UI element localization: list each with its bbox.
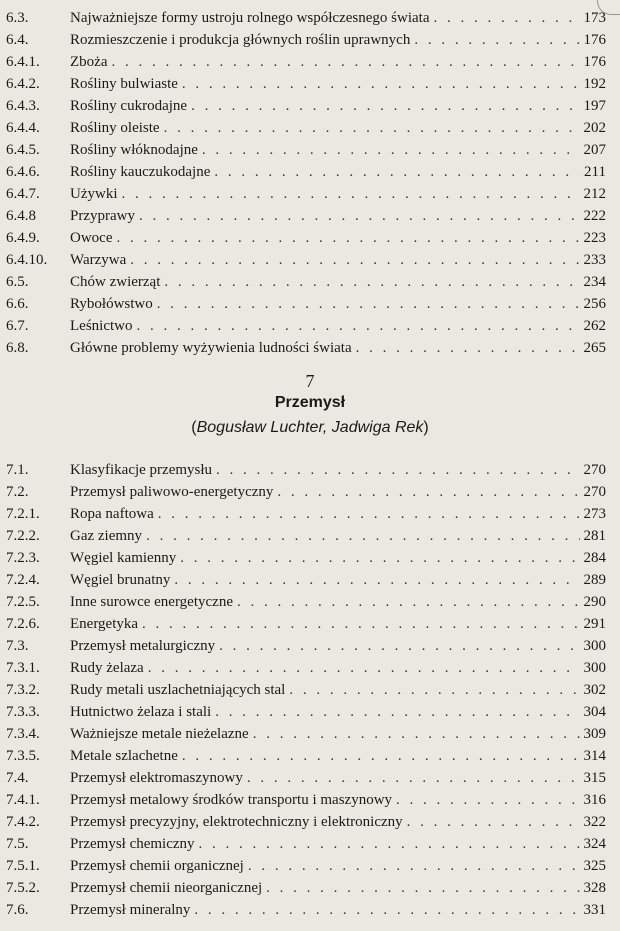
toc-entry-number: 7.2.1. xyxy=(6,506,40,522)
toc-entry xyxy=(6,634,606,658)
toc-entry-number: 6.4.10. xyxy=(6,252,48,268)
toc-entry-page: 192 xyxy=(583,76,606,92)
toc-entry-number: 7.3.5. xyxy=(6,748,40,764)
toc-entry-page: 331 xyxy=(583,902,606,918)
toc-entry-page: 300 xyxy=(583,660,606,676)
toc-entry-title: Rudy metali uszlachetniających stal xyxy=(70,682,286,698)
toc-entry-page: 270 xyxy=(583,484,606,500)
toc-entry-page: 212 xyxy=(583,186,606,202)
toc-entry-page: 300 xyxy=(583,638,606,654)
dot-leader xyxy=(164,270,579,294)
toc-entry-title: Węgiel brunatny xyxy=(70,572,171,588)
toc-entry-number: 6.7. xyxy=(6,318,29,334)
toc-entry-title: Rośliny kauczukodajne xyxy=(70,164,211,180)
toc-entry-page: 223 xyxy=(583,230,606,246)
toc-entry-number: 7.3.3. xyxy=(6,704,40,720)
toc-entry-number: 6.8. xyxy=(6,340,29,356)
dot-leader xyxy=(164,116,580,140)
toc-entry-title: Rośliny oleiste xyxy=(70,120,160,136)
toc-entry-title: Główne problemy wyżywienia ludności świata xyxy=(70,340,352,356)
toc-entry xyxy=(6,292,606,316)
toc-entry xyxy=(6,182,606,206)
dot-leader xyxy=(216,458,579,482)
dot-leader xyxy=(174,568,579,592)
dot-leader xyxy=(111,50,579,74)
toc-entry-page: 328 xyxy=(583,880,606,896)
toc-entry-number: 6.4. xyxy=(6,32,29,48)
toc-entry-number: 7.2.4. xyxy=(6,572,40,588)
dot-leader xyxy=(247,766,580,790)
toc-entry xyxy=(6,336,606,360)
toc-entry-page: 315 xyxy=(583,770,606,786)
toc-entry xyxy=(6,204,606,228)
toc-entry-page: 304 xyxy=(583,704,606,720)
dot-leader xyxy=(180,546,579,570)
dot-leader xyxy=(266,876,579,900)
toc-entry-number: 6.4.6. xyxy=(6,164,40,180)
toc-entry-number: 7.2.6. xyxy=(6,616,40,632)
toc-entry-title: Ropa naftowa xyxy=(70,506,154,522)
toc-entry-page: 291 xyxy=(583,616,606,632)
toc-entry-number: 6.6. xyxy=(6,296,29,312)
toc-entry-page: 316 xyxy=(583,792,606,808)
dot-leader xyxy=(136,314,579,338)
toc-entry xyxy=(6,546,606,570)
toc-entry-number: 6.4.3. xyxy=(6,98,40,114)
dot-leader xyxy=(414,28,579,52)
toc-entry xyxy=(6,226,606,250)
toc-entry-page: 314 xyxy=(583,748,606,764)
toc-entry-page: 176 xyxy=(583,54,606,70)
toc-entry-page: 207 xyxy=(583,142,606,158)
dot-leader xyxy=(142,612,579,636)
toc-entry xyxy=(6,876,606,900)
toc-entry-number: 6.4.5. xyxy=(6,142,40,158)
toc-entry-page: 324 xyxy=(583,836,606,852)
toc-entry xyxy=(6,28,606,52)
toc-entry xyxy=(6,744,606,768)
dot-leader xyxy=(202,138,580,162)
toc-entry-title: Energetyka xyxy=(70,616,139,632)
toc-entry-page: 322 xyxy=(583,814,606,830)
toc-entry xyxy=(6,116,606,140)
toc-entry-title: Przemysł metalurgiczny xyxy=(70,638,216,654)
toc-entry-number: 7.3.4. xyxy=(6,726,40,742)
chapter-title: Przemysł xyxy=(274,394,346,411)
authors-names: Bogusław Luchter, Jadwiga Rek xyxy=(196,419,424,436)
dot-leader xyxy=(116,226,579,250)
toc-entry-title: Przemysł paliwowo-energetyczny xyxy=(70,484,274,500)
toc-entry-page: 256 xyxy=(583,296,606,312)
toc-entry-number: 6.3. xyxy=(6,10,29,26)
toc-entry-title: Rośliny włóknodajne xyxy=(70,142,198,158)
toc-entry-number: 7.4.1. xyxy=(6,792,40,808)
authors-paren-open: ( xyxy=(191,419,197,436)
dot-leader xyxy=(215,700,579,724)
toc-entry-title: Przemysł mineralny xyxy=(70,902,191,918)
toc-entry-title: Rudy żelaza xyxy=(70,660,144,676)
toc-entry-title: Węgiel kamienny xyxy=(70,550,177,566)
dot-leader xyxy=(139,204,580,228)
toc-entry xyxy=(6,50,606,74)
toc-entry-number: 7.5.1. xyxy=(6,858,40,874)
toc-entry-page: 176 xyxy=(583,32,606,48)
dot-leader xyxy=(289,678,579,702)
toc-entry-number: 6.4.1. xyxy=(6,54,40,70)
toc-entry-title: Chów zwierząt xyxy=(70,274,161,290)
toc-entry xyxy=(6,700,606,724)
dot-leader xyxy=(157,292,580,316)
dot-leader xyxy=(130,248,579,272)
toc-entry xyxy=(6,766,606,790)
dot-leader xyxy=(407,810,580,834)
toc-entry-page: 309 xyxy=(583,726,606,742)
dot-leader xyxy=(158,502,580,526)
dot-leader xyxy=(277,480,579,504)
toc-entry-number: 6.4.8 xyxy=(6,208,36,224)
dot-leader xyxy=(191,94,579,118)
toc-entry-title: Rozmieszczenie i produkcja głównych roślin uprawnych xyxy=(70,32,411,48)
dot-leader xyxy=(148,656,580,680)
toc-entry-title: Rośliny bulwiaste xyxy=(70,76,178,92)
toc-entry-title: Przemysł elektromaszynowy xyxy=(70,770,243,786)
toc-entry-title: Przemysł chemii nieorganicznej xyxy=(70,880,263,896)
toc-entry-title: Klasyfikacje przemysłu xyxy=(70,462,213,478)
toc-entry-title: Przemysł precyzyjny, elektrotechniczny i elektroniczny xyxy=(70,814,403,830)
toc-entry xyxy=(6,678,606,702)
toc-entry-number: 7.2.2. xyxy=(6,528,40,544)
toc-entry-page: 211 xyxy=(584,164,606,180)
toc-entry-number: 6.4.7. xyxy=(6,186,40,202)
toc-entry-number: 6.4.9. xyxy=(6,230,40,246)
toc-entry-page: 302 xyxy=(583,682,606,698)
toc-entry-page: 270 xyxy=(583,462,606,478)
toc-entry-title: Najważniejsze formy ustroju rolnego współczesnego świata xyxy=(70,10,430,26)
toc-entry-number: 7.2.5. xyxy=(6,594,40,610)
dot-leader xyxy=(214,160,580,184)
toc-entry-title: Przemysł chemii organicznej xyxy=(70,858,244,874)
toc-entry-title: Przemysł metalowy środków transportu i maszynowy xyxy=(70,792,393,808)
dot-leader xyxy=(253,722,580,746)
toc-entry xyxy=(6,6,606,30)
toc-entry-number: 7.3.1. xyxy=(6,660,40,676)
dot-leader xyxy=(146,524,579,548)
toc-entry-number: 6.5. xyxy=(6,274,29,290)
toc-entry-page: 265 xyxy=(583,340,606,356)
toc-entry-page: 290 xyxy=(583,594,606,610)
toc-entry-number: 7.5. xyxy=(6,836,29,852)
dot-leader xyxy=(237,590,580,614)
toc-entry-title: Przyprawy xyxy=(70,208,135,224)
toc-entry-page: 233 xyxy=(583,252,606,268)
toc-entry-number: 7.4. xyxy=(6,770,29,786)
toc-entry-title: Zboża xyxy=(70,54,108,70)
toc-entry-title: Hutnictwo żelaza i stali xyxy=(70,704,212,720)
toc-entry-page: 273 xyxy=(583,506,606,522)
dot-leader xyxy=(219,634,579,658)
toc-entry-page: 262 xyxy=(583,318,606,334)
toc-entry-page: 197 xyxy=(583,98,606,114)
toc-entry-number: 7.3. xyxy=(6,638,29,654)
toc-entry-title: Gaz ziemny xyxy=(70,528,143,544)
authors-paren-close: ) xyxy=(423,419,429,436)
toc-entry xyxy=(6,480,606,504)
toc-entry xyxy=(6,314,606,338)
toc-entry xyxy=(6,612,606,636)
toc-entry-number: 7.2.3. xyxy=(6,550,40,566)
toc-entry xyxy=(6,502,606,526)
toc-entry xyxy=(6,590,606,614)
toc-entry xyxy=(6,160,606,184)
toc-entry-page: 281 xyxy=(583,528,606,544)
toc-entry xyxy=(6,248,606,272)
chapter-number: 7 xyxy=(305,371,315,391)
toc-entry-number: 6.4.2. xyxy=(6,76,40,92)
toc-entry-number: 7.5.2. xyxy=(6,880,40,896)
toc-entry-number: 7.4.2. xyxy=(6,814,40,830)
toc-entry xyxy=(6,568,606,592)
toc-entry-page: 173 xyxy=(583,10,606,26)
dot-leader xyxy=(396,788,579,812)
toc-entry-title: Ważniejsze metale nieżelazne xyxy=(70,726,249,742)
toc-entry xyxy=(6,94,606,118)
toc-entry-page: 202 xyxy=(583,120,606,136)
toc-entry xyxy=(6,898,606,922)
toc-entry xyxy=(6,854,606,878)
toc-entry-title: Używki xyxy=(70,186,118,202)
dot-leader xyxy=(122,182,580,206)
toc-entry-title: Rośliny cukrodajne xyxy=(70,98,188,114)
chapter-authors xyxy=(0,419,620,437)
toc-entry-title: Rybołówstwo xyxy=(70,296,153,312)
toc-entry-number: 7.2. xyxy=(6,484,29,500)
toc-entry-title: Warzywa xyxy=(70,252,127,268)
toc-entry xyxy=(6,832,606,856)
dot-leader xyxy=(356,336,580,360)
toc-entry-title: Owoce xyxy=(70,230,113,246)
toc-entry xyxy=(6,270,606,294)
dot-leader xyxy=(199,832,580,856)
toc-entry xyxy=(6,524,606,548)
toc-entry-page: 284 xyxy=(583,550,606,566)
dot-leader xyxy=(182,744,580,768)
toc-entry xyxy=(6,810,606,834)
toc-entry xyxy=(6,788,606,812)
toc-entry-title: Leśnictwo xyxy=(70,318,133,334)
toc-entry-number: 7.1. xyxy=(6,462,29,478)
toc-entry xyxy=(6,458,606,482)
toc-entry xyxy=(6,722,606,746)
toc-entry xyxy=(6,656,606,680)
toc-entry-number: 7.6. xyxy=(6,902,29,918)
toc-entry xyxy=(6,72,606,96)
toc-entry-number: 6.4.4. xyxy=(6,120,40,136)
dot-leader xyxy=(433,6,579,30)
dot-leader xyxy=(182,72,580,96)
toc-entry-title: Inne surowce energetyczne xyxy=(70,594,233,610)
dot-leader xyxy=(194,898,579,922)
dot-leader xyxy=(248,854,580,878)
toc-entry-page: 234 xyxy=(583,274,606,290)
toc-entry-title: Przemysł chemiczny xyxy=(70,836,195,852)
toc-entry-title: Metale szlachetne xyxy=(70,748,178,764)
toc-entry-number: 7.3.2. xyxy=(6,682,40,698)
toc-entry-page: 289 xyxy=(583,572,606,588)
toc-entry-page: 222 xyxy=(583,208,606,224)
toc-entry xyxy=(6,138,606,162)
toc-entry-page: 325 xyxy=(583,858,606,874)
